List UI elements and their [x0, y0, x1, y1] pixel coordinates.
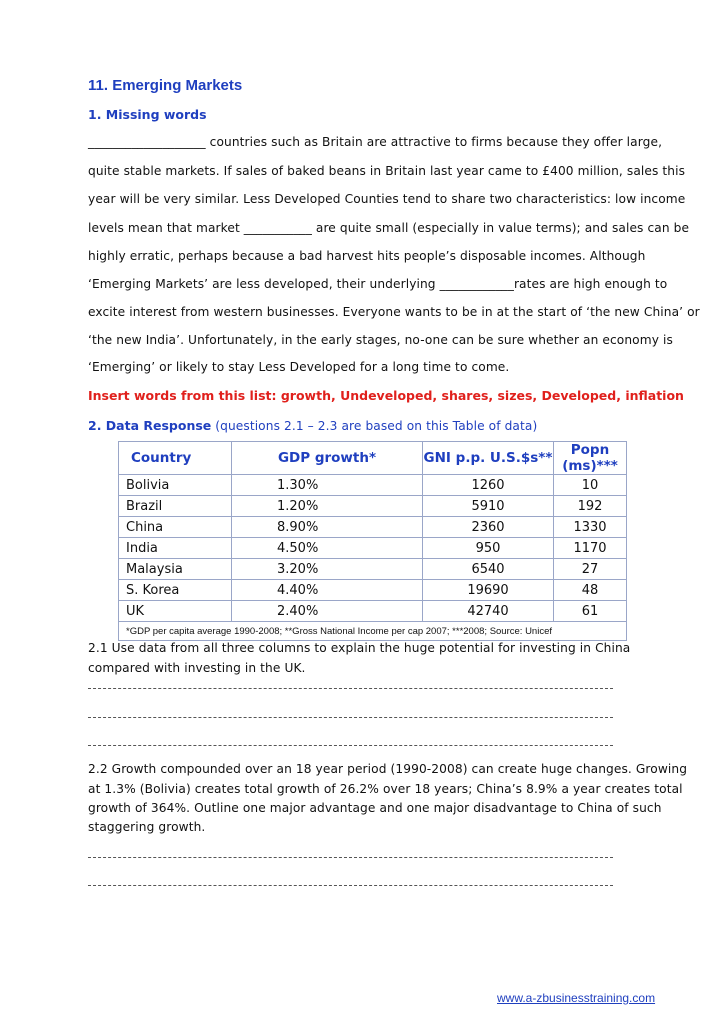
cell-gni: 1260: [423, 475, 554, 496]
data-response-heading: [88, 415, 537, 434]
cell-gni: 950: [423, 538, 554, 559]
cell-population: 1330: [554, 517, 627, 538]
paragraph-line: excite interest from western businesses. Everyone wants to be in at the start of ‘the new China’ or: [88, 305, 700, 319]
cell-country: Malaysia: [119, 559, 232, 580]
footer-link[interactable]: www.a-zbusinesstraining.com: [497, 991, 656, 1005]
answer-line: [88, 717, 613, 718]
data-response-subheading: (questions 2.1 – 2.3 are based on this Table of data): [211, 419, 538, 433]
table-header-row: [119, 442, 627, 475]
column-header-country: Country: [119, 442, 232, 475]
cell-gdp-growth: 1.30%: [232, 475, 423, 496]
cell-gdp-growth: 2.40%: [232, 601, 423, 622]
cell-population: 1170: [554, 538, 627, 559]
paragraph-line: year will be very similar. Less Developed Counties tend to share two characteristics: low income: [88, 192, 686, 206]
cell-population: 61: [554, 601, 627, 622]
table-row: [119, 601, 627, 622]
paragraph-line: ‘Emerging Markets’ are less developed, their underlying ____________rates are high enough to: [88, 277, 668, 291]
cell-population: 27: [554, 559, 627, 580]
column-header-gni: GNI p.p. U.S.$s**: [423, 442, 554, 475]
cell-gni: 5910: [423, 496, 554, 517]
table-row: [119, 559, 627, 580]
table-footnote-row: [119, 622, 627, 641]
paragraph-line: quite stable markets. If sales of baked beans in Britain last year came to £400 million, sales this: [88, 164, 686, 178]
cell-gni: 2360: [423, 517, 554, 538]
column-header-gdp-growth: GDP growth*: [232, 442, 423, 475]
section-heading-missing-words: 1. Missing words: [88, 107, 207, 122]
data-table: [118, 441, 627, 641]
paragraph-line: ‘Emerging’ or likely to stay Less Developed for a long time to come.: [88, 360, 510, 374]
table-row: [119, 517, 627, 538]
cell-gni: 19690: [423, 580, 554, 601]
cell-country: China: [119, 517, 232, 538]
table-row: [119, 580, 627, 601]
answer-line: [88, 857, 613, 858]
cell-country: India: [119, 538, 232, 559]
page-title: 11. Emerging Markets: [88, 77, 243, 94]
cell-gdp-growth: 4.50%: [232, 538, 423, 559]
paragraph-line: levels mean that market ___________ are quite small (especially in value terms); and sales can be: [88, 221, 690, 235]
question-2-2-line: at 1.3% (Bolivia) creates total growth of 26.2% over 18 years; China’s 8.9% a year creates total: [88, 782, 683, 796]
cell-gni: 6540: [423, 559, 554, 580]
cell-country: Brazil: [119, 496, 232, 517]
answer-line: [88, 688, 613, 689]
cell-gdp-growth: 8.90%: [232, 517, 423, 538]
answer-line: [88, 745, 613, 746]
cell-population: 192: [554, 496, 627, 517]
cell-gdp-growth: 3.20%: [232, 559, 423, 580]
question-2-2-line: 2.2 Growth compounded over an 18 year period (1990-2008) can create huge changes. Growing: [88, 762, 688, 776]
cell-gdp-growth: 1.20%: [232, 496, 423, 517]
table-row: [119, 538, 627, 559]
table-row: [119, 496, 627, 517]
cell-population: 10: [554, 475, 627, 496]
cell-population: 48: [554, 580, 627, 601]
word-list-instruction: Insert words from this list: growth, Undeveloped, shares, sizes, Developed, inflation: [88, 388, 684, 403]
paragraph-line: ‘the new India’. Unfortunately, in the early stages, no-one can be sure whether an economy is: [88, 333, 673, 347]
cell-gni: 42740: [423, 601, 554, 622]
cell-gdp-growth: 4.40%: [232, 580, 423, 601]
column-header-population: Popn (ms)***: [554, 442, 627, 475]
section-heading-data-response: 2. Data Response: [88, 418, 212, 433]
table-footnote: *GDP per capita average 1990-2008; **Gross National Income per cap 2007; ***2008; Source: Unicef: [119, 622, 627, 641]
paragraph-line: ___________________ countries such as Britain are attractive to firms because they offer large,: [88, 135, 663, 149]
answer-line: [88, 885, 613, 886]
question-2-1-line: compared with investing in the UK.: [88, 661, 306, 675]
paragraph-line: highly erratic, perhaps because a bad harvest hits people’s disposable incomes. Although: [88, 249, 646, 263]
cell-country: S. Korea: [119, 580, 232, 601]
question-2-1-line: 2.1 Use data from all three columns to explain the huge potential for investing in China: [88, 641, 631, 655]
table-row: [119, 475, 627, 496]
cell-country: UK: [119, 601, 232, 622]
question-2-2-line: staggering growth.: [88, 820, 206, 834]
cell-country: Bolivia: [119, 475, 232, 496]
question-2-2-line: growth of 364%. Outline one major advantage and one major disadvantage to China of such: [88, 801, 662, 815]
